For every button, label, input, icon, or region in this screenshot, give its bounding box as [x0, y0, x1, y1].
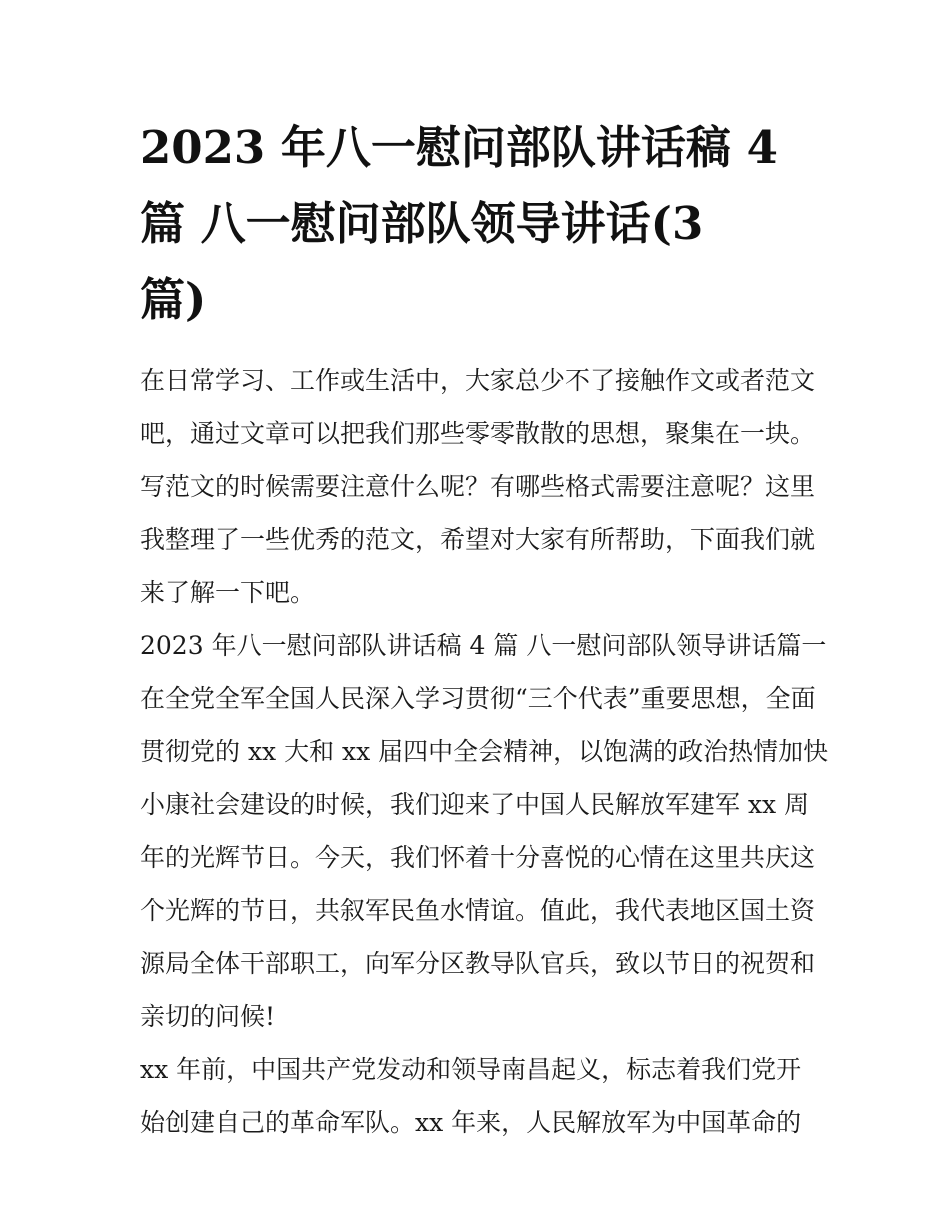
- text-line: 在日常学习、工作或生活中，大家总少不了接触作文或者范文: [140, 366, 816, 395]
- document-page: [140, 110, 829, 1149]
- text-line: 在全党全军全国人民深入学习贯彻“三个代表”重要思想，全面: [140, 684, 816, 713]
- text-line: 亲切的问候!: [140, 1002, 276, 1031]
- text-line: 小康社会建设的时候，我们迎来了中国人民解放军建军 xx 周: [140, 790, 810, 819]
- intro-paragraph: [140, 354, 820, 619]
- section-heading: [140, 619, 827, 672]
- title-line: 篇 八一慰问部队领导讲话(3: [140, 197, 704, 250]
- body-paragraph: [140, 1043, 820, 1149]
- text-line: 始创建自己的革命军队。xx 年来，人民解放军为中国革命的: [140, 1108, 802, 1137]
- text-line: xx 年前，中国共产党发动和领导南昌起义，标志着我们党开: [140, 1055, 802, 1084]
- text-line: 写范文的时候需要注意什么呢？有哪些格式需要注意呢？这里: [140, 472, 816, 501]
- text-line: 贯彻党的 xx 大和 xx 届四中全会精神，以饱满的政治热情加快: [140, 737, 829, 766]
- text-line: 吧，通过文章可以把我们那些零零散散的思想，聚集在一块。: [140, 419, 816, 448]
- document-title: [140, 110, 820, 338]
- text-line: 源局全体干部职工，向军分区教导队官兵，致以节日的祝贺和: [140, 949, 816, 978]
- text-line: 来了解一下吧。: [140, 578, 316, 607]
- body-paragraph: [140, 672, 829, 1043]
- text-line: 我整理了一些优秀的范文，希望对大家有所帮助，下面我们就: [140, 525, 816, 554]
- document-body: [140, 354, 829, 1149]
- text-line: 个光辉的节日，共叙军民鱼水情谊。值此，我代表地区国土资: [140, 896, 816, 925]
- title-line: 篇): [140, 273, 207, 326]
- title-line: 2023 年八一慰问部队讲话稿 4: [140, 121, 778, 174]
- text-line: 年的光辉节日。今天，我们怀着十分喜悦的心情在这里共庆这: [140, 843, 816, 872]
- text-line: 2023 年八一慰问部队讲话稿 4 篇 八一慰问部队领导讲话篇一: [140, 631, 827, 660]
